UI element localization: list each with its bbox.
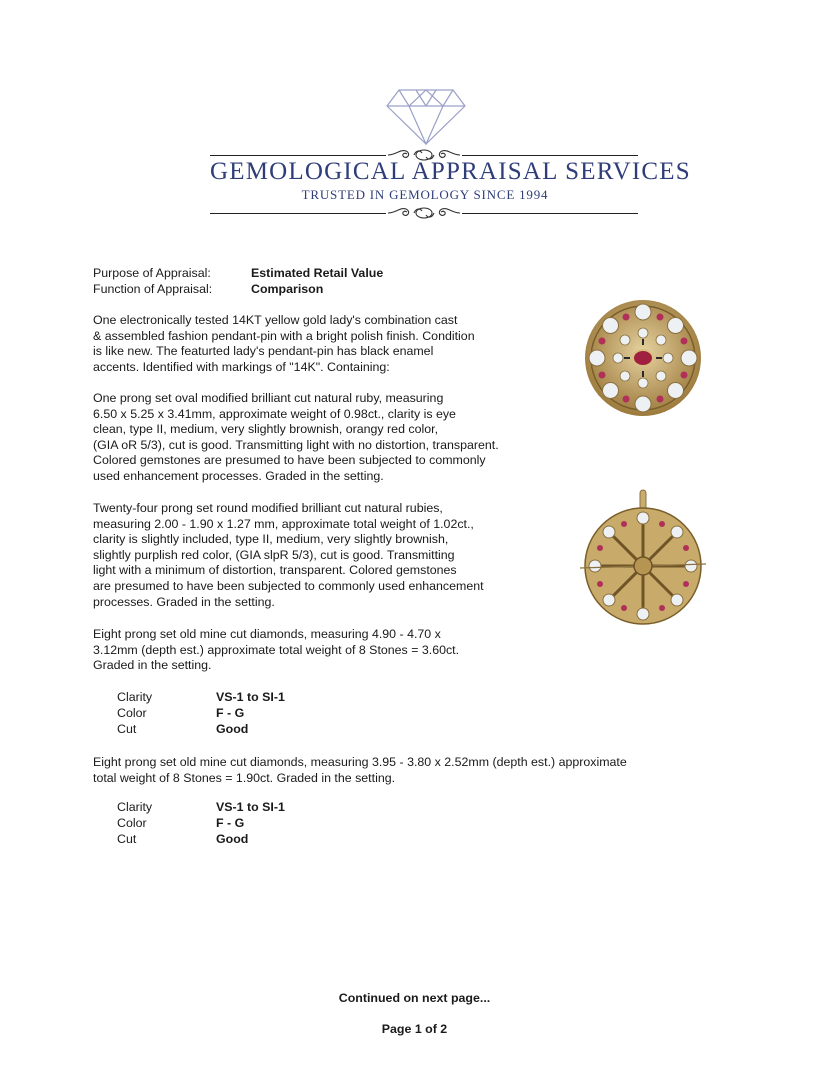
ruby-line: (GIA oR 5/3), cut is good. Transmitting light with no distortion, transparent. — [93, 437, 499, 452]
diamonds-1-line: Eight prong set old mine cut diamonds, measuring 4.90 - 4.70 x — [93, 627, 441, 641]
pendant-back-image — [578, 488, 708, 634]
rubies-line: light with a minimum of distortion, transparent. Colored gemstones — [93, 563, 457, 578]
purpose-label: Purpose of Appraisal: — [93, 266, 211, 280]
diamonds-1-color-value: F - G — [216, 706, 245, 720]
rubies-line: are presumed to have been subjected to commonly used enhancement — [93, 578, 484, 593]
description-line: is like new. The featurted lady's pendant-pin has black enamel — [93, 344, 434, 359]
diamonds-1-line: Graded in the setting. — [93, 658, 212, 673]
diamonds-2-color-value: F - G — [216, 816, 245, 830]
rubies-line: measuring 2.00 - 1.90 x 1.27 mm, approximate total weight of 1.02ct., — [93, 516, 474, 531]
scroll-ornament-bottom-icon — [386, 204, 462, 222]
diamonds-1-description — [93, 627, 459, 674]
diamonds-2-line: total weight of 8 Stones = 1.90ct. Graded in the setting. — [93, 770, 396, 785]
top-rule-left — [210, 155, 386, 156]
diamonds-2-clarity-value: VS-1 to SI-1 — [216, 800, 285, 814]
rubies-line: processes. Graded in the setting. — [93, 594, 275, 609]
diamonds-1-clarity-label: Clarity — [117, 690, 153, 704]
rubies-line: Twenty-four prong set round modified brilliant cut natural rubies, — [93, 501, 443, 515]
diamond-icon — [385, 88, 467, 146]
description-line: accents. Identified with markings of "14K". Containing: — [93, 359, 390, 374]
rubies-line: slightly purplish red color, (GIA slpR 5/3), cut is good. Transmitting — [93, 547, 455, 562]
description-line: One electronically tested 14KT yellow gold lady's combination cast — [93, 313, 458, 327]
purpose-value: Estimated Retail Value — [251, 266, 384, 280]
company-name: GEMOLOGICAL APPRAISAL SERVICES — [210, 158, 691, 185]
diamonds-1-cut-value: Good — [216, 722, 249, 736]
page-number: Page 1 of 2 — [381, 1022, 448, 1036]
diamonds-2-color-label: Color — [117, 816, 147, 830]
diamonds-2-cut-value: Good — [216, 832, 249, 846]
diamonds-1-line: 3.12mm (depth est.) approximate total weight of 8 Stones = 3.60ct. — [93, 642, 460, 657]
diamonds-1-cut-label: Cut — [117, 722, 137, 736]
diamonds-2-clarity-label: Clarity — [117, 800, 153, 814]
diamonds-2-description — [93, 755, 627, 786]
rubies-line: clarity is slightly included, type II, medium, very slightly brownish, — [93, 532, 449, 547]
function-label: Function of Appraisal: — [93, 282, 213, 296]
accent-rubies-description — [93, 501, 484, 610]
company-tagline: TRUSTED IN GEMOLOGY SINCE 1994 — [301, 187, 549, 202]
ruby-line: clean, type II, medium, very slightly brownish, orangy red color, — [93, 422, 439, 437]
ruby-line: One prong set oval modified brilliant cut natural ruby, measuring — [93, 391, 444, 405]
continued-note: Continued on next page... — [338, 991, 491, 1005]
ruby-line: Colored gemstones are presumed to have been subjected to commonly — [93, 453, 486, 468]
ruby-line: 6.50 x 5.25 x 3.41mm, approximate weight of 0.98ct., clarity is eye — [93, 406, 456, 421]
ruby-line: used enhancement processes. Graded in the setting. — [93, 468, 384, 483]
function-value: Comparison — [251, 282, 324, 296]
pendant-front-image — [580, 295, 706, 421]
top-rule-right — [462, 155, 638, 156]
diamonds-2-cut-label: Cut — [117, 832, 137, 846]
description-line: & assembled fashion pendant-pin with a bright polish finish. Condition — [93, 328, 475, 343]
bottom-rule-left — [210, 213, 386, 214]
item-description — [93, 313, 475, 375]
bottom-rule-right — [462, 213, 638, 214]
center-ruby-description — [93, 391, 499, 485]
diamonds-1-color-label: Color — [117, 706, 147, 720]
diamonds-1-clarity-value: VS-1 to SI-1 — [216, 690, 285, 704]
diamonds-2-line: Eight prong set old mine cut diamonds, measuring 3.95 - 3.80 x 2.52mm (depth est.) approximate — [93, 755, 627, 769]
